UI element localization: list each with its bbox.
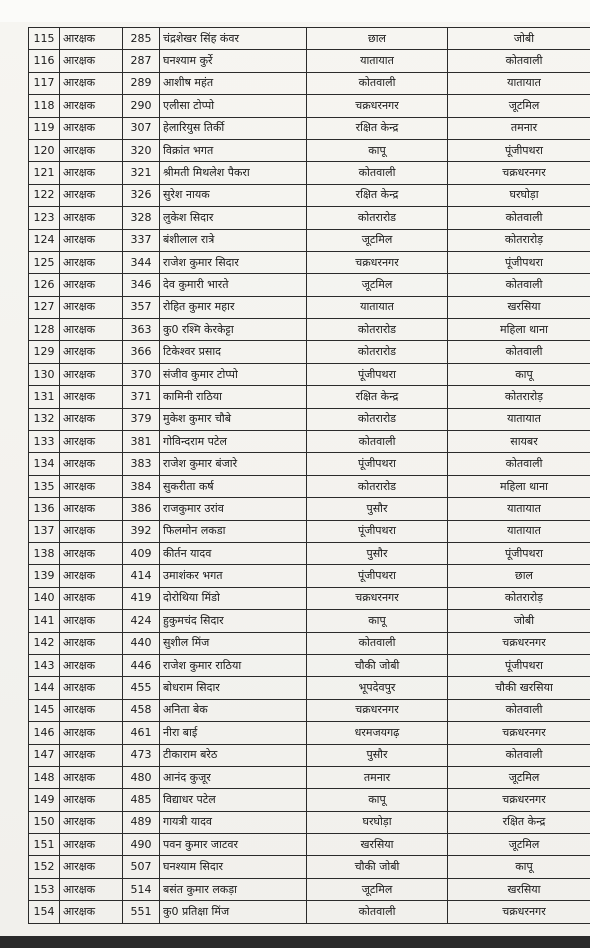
rank-cell: आरक्षक bbox=[60, 117, 123, 139]
page-bottom-edge bbox=[0, 936, 590, 948]
new-posting-cell: यातायात bbox=[448, 498, 590, 520]
rank-cell: आरक्षक bbox=[60, 162, 123, 184]
serial-number-cell: 122 bbox=[29, 184, 60, 206]
name-cell: पवन कुमार जाटवर bbox=[160, 834, 307, 856]
badge-number-cell: 357 bbox=[123, 296, 160, 318]
badge-number-cell: 551 bbox=[123, 901, 160, 923]
new-posting-cell: यातायात bbox=[448, 520, 590, 542]
rank-cell: आरक्षक bbox=[60, 184, 123, 206]
current-posting-cell: खरसिया bbox=[307, 834, 448, 856]
rank-cell: आरक्षक bbox=[60, 229, 123, 251]
table-row bbox=[29, 363, 590, 385]
badge-number-cell: 379 bbox=[123, 408, 160, 430]
rank-cell: आरक्षक bbox=[60, 565, 123, 587]
name-cell: आनंद कुजूर bbox=[160, 766, 307, 788]
name-cell: बसंत कुमार लकड़ा bbox=[160, 878, 307, 900]
rank-cell: आरक्षक bbox=[60, 408, 123, 430]
table-row bbox=[29, 319, 590, 341]
serial-number-cell: 141 bbox=[29, 610, 60, 632]
serial-number-cell: 117 bbox=[29, 72, 60, 94]
table-row bbox=[29, 50, 590, 72]
serial-number-cell: 140 bbox=[29, 587, 60, 609]
name-cell: चंद्रशेखर सिंह कंवर bbox=[160, 28, 307, 50]
table-row bbox=[29, 654, 590, 676]
name-cell: अनिता बेक bbox=[160, 699, 307, 721]
current-posting-cell: तमनार bbox=[307, 766, 448, 788]
table-row bbox=[29, 431, 590, 453]
current-posting-cell: छाल bbox=[307, 28, 448, 50]
serial-number-cell: 150 bbox=[29, 811, 60, 833]
name-cell: राजेश कुमार राठिया bbox=[160, 654, 307, 676]
rank-cell: आरक्षक bbox=[60, 341, 123, 363]
serial-number-cell: 152 bbox=[29, 856, 60, 878]
serial-number-cell: 121 bbox=[29, 162, 60, 184]
current-posting-cell: यातायात bbox=[307, 50, 448, 72]
table-row bbox=[29, 341, 590, 363]
badge-number-cell: 384 bbox=[123, 475, 160, 497]
current-posting-cell: कोतरारोड bbox=[307, 475, 448, 497]
serial-number-cell: 128 bbox=[29, 319, 60, 341]
table-row bbox=[29, 117, 590, 139]
rank-cell: आरक्षक bbox=[60, 251, 123, 273]
name-cell: सुरेश नायक bbox=[160, 184, 307, 206]
serial-number-cell: 116 bbox=[29, 50, 60, 72]
table-row bbox=[29, 139, 590, 161]
new-posting-cell: कोतवाली bbox=[448, 453, 590, 475]
current-posting-cell: पूंजीपथरा bbox=[307, 453, 448, 475]
name-cell: राजकुमार उरांव bbox=[160, 498, 307, 520]
serial-number-cell: 151 bbox=[29, 834, 60, 856]
serial-number-cell: 138 bbox=[29, 542, 60, 564]
name-cell: सुशील मिंज bbox=[160, 632, 307, 654]
current-posting-cell: कोतरारोड bbox=[307, 341, 448, 363]
name-cell: मुकेश कुमार चौबे bbox=[160, 408, 307, 430]
new-posting-cell: चक्रधरनगर bbox=[448, 789, 590, 811]
current-posting-cell: कोतवाली bbox=[307, 901, 448, 923]
badge-number-cell: 337 bbox=[123, 229, 160, 251]
current-posting-cell: रक्षित केन्द्र bbox=[307, 117, 448, 139]
serial-number-cell: 154 bbox=[29, 901, 60, 923]
table-row bbox=[29, 408, 590, 430]
rank-cell: आरक्षक bbox=[60, 363, 123, 385]
current-posting-cell: कोतरारोड bbox=[307, 408, 448, 430]
current-posting-cell: रक्षित केन्द्र bbox=[307, 184, 448, 206]
table-row bbox=[29, 856, 590, 878]
new-posting-cell: पूंजीपथरा bbox=[448, 251, 590, 273]
rank-cell: आरक्षक bbox=[60, 475, 123, 497]
rank-cell: आरक्षक bbox=[60, 498, 123, 520]
name-cell: बंशीलाल रात्रे bbox=[160, 229, 307, 251]
table-row bbox=[29, 296, 590, 318]
page-top-margin bbox=[0, 0, 590, 22]
new-posting-cell: कोतरारोड़ bbox=[448, 587, 590, 609]
current-posting-cell: चौकी जोबी bbox=[307, 654, 448, 676]
name-cell: घनश्याम कुर्रे bbox=[160, 50, 307, 72]
rank-cell: आरक्षक bbox=[60, 744, 123, 766]
new-posting-cell: रक्षित केन्द्र bbox=[448, 811, 590, 833]
serial-number-cell: 125 bbox=[29, 251, 60, 273]
badge-number-cell: 461 bbox=[123, 722, 160, 744]
new-posting-cell: तमनार bbox=[448, 117, 590, 139]
table-row bbox=[29, 184, 590, 206]
rank-cell: आरक्षक bbox=[60, 632, 123, 654]
rank-cell: आरक्षक bbox=[60, 274, 123, 296]
serial-number-cell: 133 bbox=[29, 431, 60, 453]
new-posting-cell: सायबर bbox=[448, 431, 590, 453]
rank-cell: आरक्षक bbox=[60, 207, 123, 229]
badge-number-cell: 346 bbox=[123, 274, 160, 296]
table-row bbox=[29, 901, 590, 923]
new-posting-cell: कोतवाली bbox=[448, 744, 590, 766]
rank-cell: आरक्षक bbox=[60, 453, 123, 475]
new-posting-cell: कापू bbox=[448, 363, 590, 385]
serial-number-cell: 143 bbox=[29, 654, 60, 676]
table-row bbox=[29, 475, 590, 497]
current-posting-cell: कोतरारोड bbox=[307, 207, 448, 229]
table-row bbox=[29, 722, 590, 744]
new-posting-cell: यातायात bbox=[448, 408, 590, 430]
name-cell: टिकेश्वर प्रसाद bbox=[160, 341, 307, 363]
current-posting-cell: कोतरारोड bbox=[307, 319, 448, 341]
serial-number-cell: 115 bbox=[29, 28, 60, 50]
rank-cell: आरक्षक bbox=[60, 878, 123, 900]
serial-number-cell: 142 bbox=[29, 632, 60, 654]
rank-cell: आरक्षक bbox=[60, 139, 123, 161]
serial-number-cell: 129 bbox=[29, 341, 60, 363]
new-posting-cell: कोतवाली bbox=[448, 341, 590, 363]
badge-number-cell: 455 bbox=[123, 677, 160, 699]
serial-number-cell: 136 bbox=[29, 498, 60, 520]
badge-number-cell: 381 bbox=[123, 431, 160, 453]
serial-number-cell: 118 bbox=[29, 95, 60, 117]
name-cell: सुकरीता कर्ष bbox=[160, 475, 307, 497]
current-posting-cell: जूटमिल bbox=[307, 229, 448, 251]
serial-number-cell: 135 bbox=[29, 475, 60, 497]
badge-number-cell: 289 bbox=[123, 72, 160, 94]
serial-number-cell: 137 bbox=[29, 520, 60, 542]
new-posting-cell: चक्रधरनगर bbox=[448, 901, 590, 923]
badge-number-cell: 366 bbox=[123, 341, 160, 363]
current-posting-cell: कापू bbox=[307, 139, 448, 161]
badge-number-cell: 363 bbox=[123, 319, 160, 341]
serial-number-cell: 149 bbox=[29, 789, 60, 811]
rank-cell: आरक्षक bbox=[60, 542, 123, 564]
current-posting-cell: भूपदेवपुर bbox=[307, 677, 448, 699]
name-cell: रोहित कुमार महार bbox=[160, 296, 307, 318]
name-cell: श्रीमती मिथलेश पैकरा bbox=[160, 162, 307, 184]
name-cell: कु0 रश्मि केरकेट्टा bbox=[160, 319, 307, 341]
badge-number-cell: 370 bbox=[123, 363, 160, 385]
name-cell: विद्याधर पटेल bbox=[160, 789, 307, 811]
badge-number-cell: 383 bbox=[123, 453, 160, 475]
current-posting-cell: चक्रधरनगर bbox=[307, 95, 448, 117]
badge-number-cell: 440 bbox=[123, 632, 160, 654]
name-cell: राजेश कुमार बंजारे bbox=[160, 453, 307, 475]
rank-cell: आरक्षक bbox=[60, 722, 123, 744]
name-cell: हुकुमचंद सिदार bbox=[160, 610, 307, 632]
table-row bbox=[29, 453, 590, 475]
transfer-table bbox=[28, 27, 590, 924]
current-posting-cell: कापू bbox=[307, 789, 448, 811]
serial-number-cell: 145 bbox=[29, 699, 60, 721]
name-cell: उमाशंकर भगत bbox=[160, 565, 307, 587]
rank-cell: आरक्षक bbox=[60, 901, 123, 923]
table-row bbox=[29, 834, 590, 856]
table-row bbox=[29, 811, 590, 833]
current-posting-cell: जूटमिल bbox=[307, 878, 448, 900]
new-posting-cell: कोतवाली bbox=[448, 699, 590, 721]
badge-number-cell: 285 bbox=[123, 28, 160, 50]
new-posting-cell: छाल bbox=[448, 565, 590, 587]
badge-number-cell: 424 bbox=[123, 610, 160, 632]
table-row bbox=[29, 542, 590, 564]
name-cell: टीकाराम बरेठ bbox=[160, 744, 307, 766]
badge-number-cell: 371 bbox=[123, 386, 160, 408]
name-cell: गायत्री यादव bbox=[160, 811, 307, 833]
badge-number-cell: 320 bbox=[123, 139, 160, 161]
serial-number-cell: 124 bbox=[29, 229, 60, 251]
new-posting-cell: महिला थाना bbox=[448, 475, 590, 497]
table-row bbox=[29, 229, 590, 251]
name-cell: कामिनी राठिया bbox=[160, 386, 307, 408]
new-posting-cell: कापू bbox=[448, 856, 590, 878]
rank-cell: आरक्षक bbox=[60, 95, 123, 117]
name-cell: लुकेश सिदार bbox=[160, 207, 307, 229]
current-posting-cell: धरमजयगढ़ bbox=[307, 722, 448, 744]
current-posting-cell: पुसौर bbox=[307, 542, 448, 564]
serial-number-cell: 148 bbox=[29, 766, 60, 788]
badge-number-cell: 307 bbox=[123, 117, 160, 139]
name-cell: राजेश कुमार सिदार bbox=[160, 251, 307, 273]
rank-cell: आरक्षक bbox=[60, 654, 123, 676]
table-row bbox=[29, 632, 590, 654]
rank-cell: आरक्षक bbox=[60, 431, 123, 453]
new-posting-cell: खरसिया bbox=[448, 878, 590, 900]
serial-number-cell: 130 bbox=[29, 363, 60, 385]
badge-number-cell: 485 bbox=[123, 789, 160, 811]
table-row bbox=[29, 162, 590, 184]
badge-number-cell: 344 bbox=[123, 251, 160, 273]
current-posting-cell: कापू bbox=[307, 610, 448, 632]
new-posting-cell: यातायात bbox=[448, 72, 590, 94]
name-cell: घनश्याम सिदार bbox=[160, 856, 307, 878]
new-posting-cell: चक्रधरनगर bbox=[448, 162, 590, 184]
rank-cell: आरक्षक bbox=[60, 699, 123, 721]
new-posting-cell: पूंजीपथरा bbox=[448, 654, 590, 676]
serial-number-cell: 153 bbox=[29, 878, 60, 900]
table-row bbox=[29, 677, 590, 699]
rank-cell: आरक्षक bbox=[60, 789, 123, 811]
new-posting-cell: पूंजीपथरा bbox=[448, 542, 590, 564]
new-posting-cell: जूटमिल bbox=[448, 95, 590, 117]
name-cell: गोविन्दराम पटेल bbox=[160, 431, 307, 453]
name-cell: आशीष महंत bbox=[160, 72, 307, 94]
table-row bbox=[29, 699, 590, 721]
badge-number-cell: 446 bbox=[123, 654, 160, 676]
badge-number-cell: 490 bbox=[123, 834, 160, 856]
current-posting-cell: चौकी जोबी bbox=[307, 856, 448, 878]
table-row bbox=[29, 28, 590, 50]
rank-cell: आरक्षक bbox=[60, 50, 123, 72]
new-posting-cell: कोतवाली bbox=[448, 274, 590, 296]
table-row bbox=[29, 744, 590, 766]
current-posting-cell: जूटमिल bbox=[307, 274, 448, 296]
table-row bbox=[29, 610, 590, 632]
table-row bbox=[29, 251, 590, 273]
new-posting-cell: कोतवाली bbox=[448, 207, 590, 229]
serial-number-cell: 120 bbox=[29, 139, 60, 161]
badge-number-cell: 321 bbox=[123, 162, 160, 184]
rank-cell: आरक्षक bbox=[60, 319, 123, 341]
rank-cell: आरक्षक bbox=[60, 28, 123, 50]
name-cell: बोधराम सिदार bbox=[160, 677, 307, 699]
rank-cell: आरक्षक bbox=[60, 386, 123, 408]
serial-number-cell: 144 bbox=[29, 677, 60, 699]
new-posting-cell: चौकी खरसिया bbox=[448, 677, 590, 699]
serial-number-cell: 119 bbox=[29, 117, 60, 139]
name-cell: दोरोथिया मिंडो bbox=[160, 587, 307, 609]
badge-number-cell: 489 bbox=[123, 811, 160, 833]
serial-number-cell: 139 bbox=[29, 565, 60, 587]
badge-number-cell: 328 bbox=[123, 207, 160, 229]
table-row bbox=[29, 565, 590, 587]
current-posting-cell: चक्रधरनगर bbox=[307, 251, 448, 273]
rank-cell: आरक्षक bbox=[60, 72, 123, 94]
serial-number-cell: 132 bbox=[29, 408, 60, 430]
current-posting-cell: पूंजीपथरा bbox=[307, 520, 448, 542]
name-cell: एलीसा टोप्पो bbox=[160, 95, 307, 117]
table-row bbox=[29, 274, 590, 296]
name-cell: कु0 प्रतिक्षा मिंज bbox=[160, 901, 307, 923]
rank-cell: आरक्षक bbox=[60, 677, 123, 699]
rank-cell: आरक्षक bbox=[60, 766, 123, 788]
new-posting-cell: जूटमिल bbox=[448, 834, 590, 856]
table-body bbox=[29, 28, 590, 924]
table-row bbox=[29, 878, 590, 900]
current-posting-cell: पूंजीपथरा bbox=[307, 363, 448, 385]
new-posting-cell: जूटमिल bbox=[448, 766, 590, 788]
name-cell: कीर्तन यादव bbox=[160, 542, 307, 564]
table-row bbox=[29, 520, 590, 542]
badge-number-cell: 287 bbox=[123, 50, 160, 72]
new-posting-cell: चक्रधरनगर bbox=[448, 722, 590, 744]
name-cell: संजीव कुमार टोप्पो bbox=[160, 363, 307, 385]
table-row bbox=[29, 789, 590, 811]
name-cell: फिलमोन लकडा bbox=[160, 520, 307, 542]
serial-number-cell: 123 bbox=[29, 207, 60, 229]
new-posting-cell: कोतरारोड़ bbox=[448, 229, 590, 251]
current-posting-cell: कोतवाली bbox=[307, 162, 448, 184]
rank-cell: आरक्षक bbox=[60, 811, 123, 833]
serial-number-cell: 146 bbox=[29, 722, 60, 744]
current-posting-cell: कोतवाली bbox=[307, 72, 448, 94]
badge-number-cell: 409 bbox=[123, 542, 160, 564]
serial-number-cell: 127 bbox=[29, 296, 60, 318]
table-row bbox=[29, 766, 590, 788]
new-posting-cell: महिला थाना bbox=[448, 319, 590, 341]
current-posting-cell: पुसौर bbox=[307, 498, 448, 520]
badge-number-cell: 458 bbox=[123, 699, 160, 721]
badge-number-cell: 473 bbox=[123, 744, 160, 766]
badge-number-cell: 514 bbox=[123, 878, 160, 900]
new-posting-cell: घरघोड़ा bbox=[448, 184, 590, 206]
rank-cell: आरक्षक bbox=[60, 296, 123, 318]
name-cell: नीरा बाई bbox=[160, 722, 307, 744]
rank-cell: आरक्षक bbox=[60, 587, 123, 609]
table-row bbox=[29, 95, 590, 117]
badge-number-cell: 419 bbox=[123, 587, 160, 609]
serial-number-cell: 134 bbox=[29, 453, 60, 475]
new-posting-cell: खरसिया bbox=[448, 296, 590, 318]
table-row bbox=[29, 207, 590, 229]
current-posting-cell: रक्षित केन्द्र bbox=[307, 386, 448, 408]
current-posting-cell: पूंजीपथरा bbox=[307, 565, 448, 587]
badge-number-cell: 326 bbox=[123, 184, 160, 206]
new-posting-cell: जोबी bbox=[448, 610, 590, 632]
table-row bbox=[29, 587, 590, 609]
rank-cell: आरक्षक bbox=[60, 834, 123, 856]
current-posting-cell: कोतवाली bbox=[307, 431, 448, 453]
current-posting-cell: पुसौर bbox=[307, 744, 448, 766]
rank-cell: आरक्षक bbox=[60, 520, 123, 542]
name-cell: हेलारियुस तिर्की bbox=[160, 117, 307, 139]
serial-number-cell: 147 bbox=[29, 744, 60, 766]
serial-number-cell: 126 bbox=[29, 274, 60, 296]
badge-number-cell: 480 bbox=[123, 766, 160, 788]
new-posting-cell: जोबी bbox=[448, 28, 590, 50]
badge-number-cell: 392 bbox=[123, 520, 160, 542]
current-posting-cell: चक्रधरनगर bbox=[307, 699, 448, 721]
current-posting-cell: यातायात bbox=[307, 296, 448, 318]
table-row bbox=[29, 498, 590, 520]
badge-number-cell: 386 bbox=[123, 498, 160, 520]
name-cell: विक्रांत भगत bbox=[160, 139, 307, 161]
new-posting-cell: कोतवाली bbox=[448, 50, 590, 72]
current-posting-cell: घरघोड़ा bbox=[307, 811, 448, 833]
badge-number-cell: 414 bbox=[123, 565, 160, 587]
serial-number-cell: 131 bbox=[29, 386, 60, 408]
badge-number-cell: 507 bbox=[123, 856, 160, 878]
new-posting-cell: पूंजीपथरा bbox=[448, 139, 590, 161]
rank-cell: आरक्षक bbox=[60, 610, 123, 632]
current-posting-cell: चक्रधरनगर bbox=[307, 587, 448, 609]
rank-cell: आरक्षक bbox=[60, 856, 123, 878]
new-posting-cell: चक्रधरनगर bbox=[448, 632, 590, 654]
current-posting-cell: कोतवाली bbox=[307, 632, 448, 654]
badge-number-cell: 290 bbox=[123, 95, 160, 117]
name-cell: देव कुमारी भारते bbox=[160, 274, 307, 296]
table-row bbox=[29, 72, 590, 94]
table-row bbox=[29, 386, 590, 408]
new-posting-cell: कोतरारोड़ bbox=[448, 386, 590, 408]
